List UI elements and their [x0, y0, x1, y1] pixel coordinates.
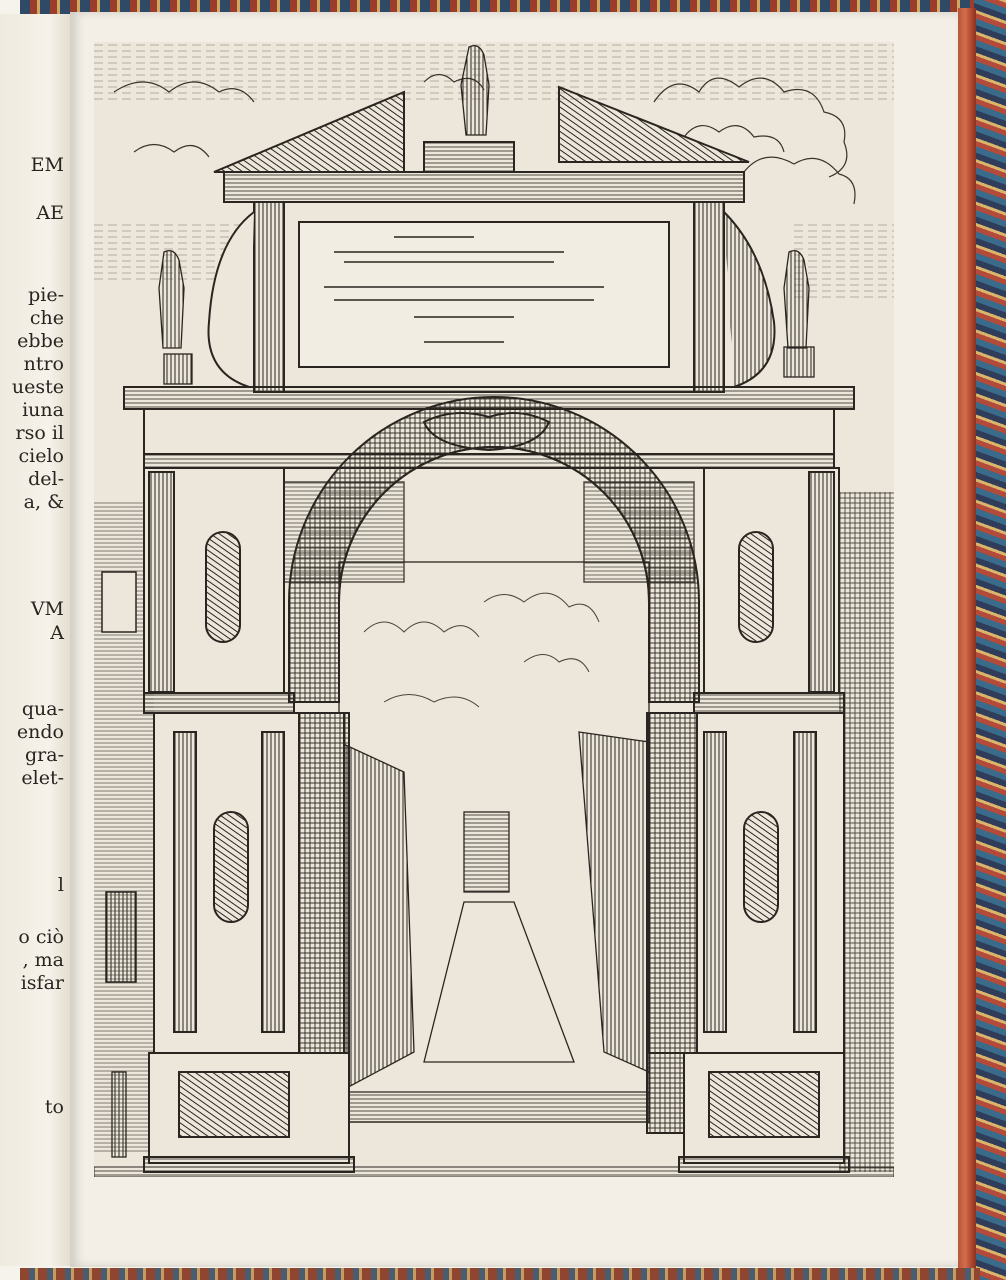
right-building	[839, 492, 894, 1172]
left-page	[0, 14, 70, 1266]
right-column	[794, 732, 816, 1032]
left-text-line: del-	[28, 468, 64, 490]
left-text-line: che	[29, 307, 64, 329]
left-text-line: iuna	[22, 399, 64, 421]
right-niche-statue	[739, 532, 773, 642]
left-text-line: EM	[30, 154, 64, 176]
left-text-line: cielo	[18, 445, 64, 467]
guard-figure	[112, 1072, 126, 1157]
left-text-line: ebbe	[17, 330, 64, 352]
ground	[94, 1167, 894, 1177]
left-text-line: endo	[16, 721, 64, 743]
left-text-line: ntro	[23, 353, 64, 375]
right-column	[704, 732, 726, 1032]
left-text-line: gra-	[25, 744, 64, 766]
left-text-line: to	[44, 1096, 64, 1118]
left-niche-statue	[206, 532, 240, 642]
left-text-line: A	[50, 622, 64, 644]
right-statue	[784, 251, 809, 348]
left-text-line: l	[57, 874, 64, 896]
engraving-plate	[94, 42, 894, 1177]
red-page-edge	[958, 8, 976, 1270]
left-text-line: VM	[30, 598, 64, 620]
left-statue	[159, 251, 184, 348]
street-vista	[339, 562, 649, 1122]
left-text-line: isfar	[20, 972, 64, 994]
left-text-line: a, &	[23, 491, 64, 513]
left-relief-panel	[179, 1072, 289, 1137]
left-text-line: AE	[36, 202, 64, 224]
left-lower-niche	[214, 812, 248, 922]
left-text-line: elet-	[21, 767, 64, 789]
left-text-line: , ma	[22, 949, 64, 971]
marbled-fore-edge	[974, 0, 1006, 1280]
marbled-bottom-edge	[20, 1268, 980, 1280]
left-text-line: o ciò	[18, 926, 64, 948]
right-lower-niche	[744, 812, 778, 922]
right-relief-panel	[709, 1072, 819, 1137]
left-text-line: rso il	[15, 422, 64, 444]
left-column	[174, 732, 196, 1032]
left-text-line: pie-	[28, 284, 64, 306]
triumphal-arch-engraving	[94, 42, 894, 1177]
left-text-line: qua-	[21, 698, 64, 720]
left-column	[262, 732, 284, 1032]
left-text-line: ueste	[11, 376, 64, 398]
